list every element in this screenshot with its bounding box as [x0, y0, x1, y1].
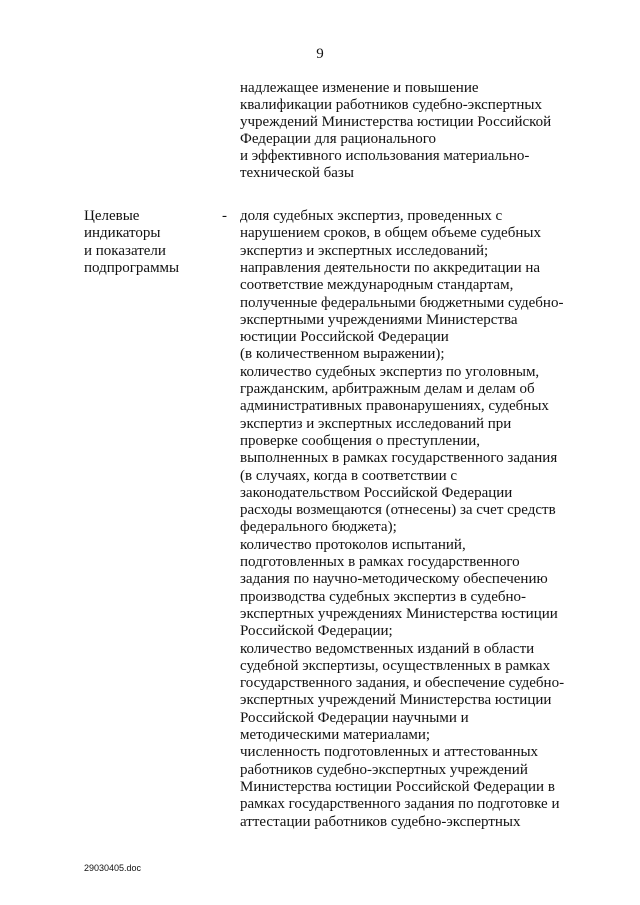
separator-dash: - [222, 208, 227, 224]
indicator-line: государственного задания, и обеспечение судебно- [240, 675, 565, 692]
indicator-line: подготовленных в рамках государственного [240, 554, 520, 570]
indicator-line: экспертными учреждениями Министерства [240, 311, 518, 328]
indicator-line: методическими материалами; [240, 727, 431, 743]
indicator-line: законодательством Российской Федерации [240, 484, 513, 501]
continuation-line: квалификации работников судебно-экспертных [240, 97, 542, 113]
indicator-line: Российской Федерации; [240, 623, 393, 640]
section-label-line: подпрограммы [84, 260, 180, 277]
indicator-line: численность подготовленных и аттестованных [240, 744, 539, 761]
continuation-line: учреждений Министерства юстиции Российской [240, 114, 552, 130]
indicator-line: доля судебных экспертиз, проведенных с [240, 208, 503, 224]
section-label-line: Целевые [84, 208, 140, 224]
indicator-line: экспертиз и экспертных исследований; [240, 242, 489, 259]
indicator-line: работников судебно-экспертных учреждений [240, 761, 528, 778]
indicator-line: расходы возмещаются (отнесены) за счет средств [240, 502, 556, 519]
section-label-line: индикаторы [84, 225, 161, 242]
indicator-line: (в количественном выражении); [240, 346, 445, 363]
indicator-line: Российской Федерации научными и [240, 709, 469, 726]
indicator-line: гражданским, арбитражным делам и делам об [240, 381, 535, 397]
section-label-line: и показатели [84, 242, 166, 259]
indicator-line: юстиции Российской Федерации [240, 329, 449, 346]
indicator-line: (в случаях, когда в соответствии с [240, 467, 458, 484]
indicator-line: количество ведомственных изданий в области [240, 640, 535, 657]
indicator-line: полученные федеральными бюджетными судебно- [240, 294, 564, 311]
indicator-line: выполненных в рамках государственного задания [240, 450, 558, 467]
indicator-line: экспертных учреждений Министерства юстиции [240, 692, 552, 709]
continuation-line: и эффективного использования материально- [240, 148, 530, 164]
indicator-line: экспертиз и экспертных исследований при [240, 415, 512, 432]
indicator-line: аттестации работников судебно-экспертных [240, 813, 521, 830]
indicator-line: производства судебных экспертиз в судебно- [240, 588, 527, 605]
indicator-line: направления деятельности по аккредитации на [240, 259, 541, 276]
continuation-line: технической базы [240, 165, 354, 181]
indicator-line: соответствие международным стандартам, [240, 277, 514, 294]
indicator-line: количество протоколов испытаний, [240, 536, 466, 553]
indicator-line: федерального бюджета); [240, 519, 397, 536]
page-number: 9 [316, 46, 324, 62]
indicator-line: рамках государственного задания по подготовке и [240, 796, 560, 813]
indicator-line: нарушением сроков, в общем объеме судебных [240, 225, 541, 242]
indicator-line: судебной экспертизы, осуществленных в рамках [240, 657, 551, 674]
file-name-footer: 29030405.doc [84, 863, 142, 873]
indicator-line: Министерства юстиции Российской Федерации в [240, 778, 555, 795]
continuation-line: надлежащее изменение и повышение [240, 80, 479, 96]
indicator-line: количество судебных экспертиз по уголовным, [240, 363, 540, 380]
indicator-line: экспертных учреждениях Министерства юстиции [240, 605, 558, 622]
indicator-line: задания по научно-методическому обеспечению [240, 571, 548, 588]
indicator-line: административных правонарушениях, судебных [240, 398, 549, 415]
continuation-line: Федерации для рационального [240, 131, 437, 147]
indicator-line: проверке сообщения о преступлении, [240, 432, 481, 449]
